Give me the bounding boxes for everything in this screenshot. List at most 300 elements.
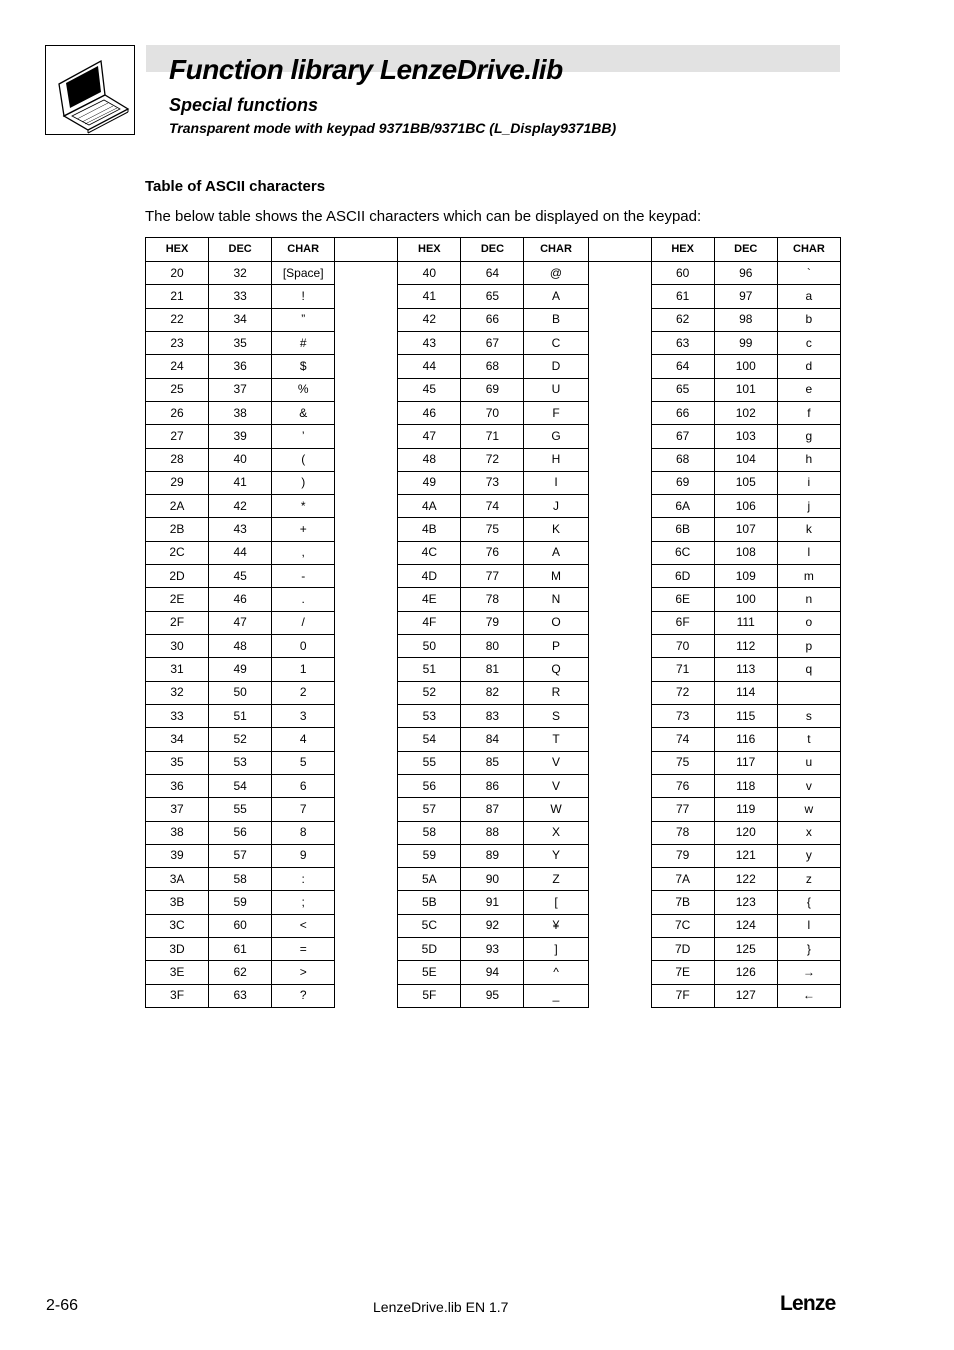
cell-char: 6 bbox=[272, 774, 335, 797]
column-gap bbox=[335, 308, 398, 331]
cell-hex: 5C bbox=[398, 914, 461, 937]
cell-char: I bbox=[524, 471, 588, 494]
column-gap bbox=[588, 285, 651, 308]
cell-char: { bbox=[777, 891, 840, 914]
cell-hex: 60 bbox=[651, 262, 714, 285]
cell-hex: 5E bbox=[398, 961, 461, 984]
cell-char: 4 bbox=[272, 728, 335, 751]
column-gap bbox=[588, 611, 651, 634]
cell-char: v bbox=[777, 774, 840, 797]
column-gap bbox=[588, 984, 651, 1007]
lenze-logo: Lenze bbox=[780, 1292, 836, 1315]
cell-hex: 61 bbox=[651, 285, 714, 308]
column-gap bbox=[588, 425, 651, 448]
column-gap bbox=[588, 891, 651, 914]
cell-char: p bbox=[777, 635, 840, 658]
cell-dec: 120 bbox=[714, 821, 777, 844]
table-row bbox=[146, 704, 841, 727]
cell-hex: 36 bbox=[146, 774, 209, 797]
table-row bbox=[146, 798, 841, 821]
cell-hex: 3A bbox=[146, 868, 209, 891]
cell-char: 5 bbox=[272, 751, 335, 774]
cell-hex: 4F bbox=[398, 611, 461, 634]
cell-dec: 79 bbox=[461, 611, 524, 634]
cell-hex: 34 bbox=[146, 728, 209, 751]
table-row bbox=[146, 728, 841, 751]
cell-hex: 2D bbox=[146, 565, 209, 588]
cell-dec: 127 bbox=[714, 984, 777, 1007]
cell-char: m bbox=[777, 565, 840, 588]
cell-char: W bbox=[524, 798, 588, 821]
column-gap bbox=[588, 914, 651, 937]
cell-dec: 57 bbox=[209, 844, 272, 867]
column-header-dec: DEC bbox=[714, 238, 777, 262]
cell-hex: 6C bbox=[651, 541, 714, 564]
cell-dec: 40 bbox=[209, 448, 272, 471]
cell-char: k bbox=[777, 518, 840, 541]
cell-hex: 6F bbox=[651, 611, 714, 634]
cell-hex: 32 bbox=[146, 681, 209, 704]
cell-dec: 91 bbox=[461, 891, 524, 914]
column-gap bbox=[588, 588, 651, 611]
column-gap bbox=[335, 938, 398, 961]
cell-char: A bbox=[524, 541, 588, 564]
cell-dec: 111 bbox=[714, 611, 777, 634]
cell-char: d bbox=[777, 355, 840, 378]
table-row bbox=[146, 331, 841, 354]
cell-hex: 38 bbox=[146, 821, 209, 844]
cell-dec: 112 bbox=[714, 635, 777, 658]
cell-char: _ bbox=[524, 984, 588, 1007]
cell-dec: 39 bbox=[209, 425, 272, 448]
cell-dec: 123 bbox=[714, 891, 777, 914]
cell-dec: 34 bbox=[209, 308, 272, 331]
cell-dec: 67 bbox=[461, 331, 524, 354]
table-row bbox=[146, 495, 841, 518]
cell-char: > bbox=[272, 961, 335, 984]
cell-dec: 126 bbox=[714, 961, 777, 984]
table-row bbox=[146, 844, 841, 867]
cell-dec: 37 bbox=[209, 378, 272, 401]
cell-hex: 42 bbox=[398, 308, 461, 331]
cell-dec: 85 bbox=[461, 751, 524, 774]
column-gap bbox=[588, 681, 651, 704]
cell-hex: 22 bbox=[146, 308, 209, 331]
column-header-hex: HEX bbox=[398, 238, 461, 262]
cell-char: s bbox=[777, 704, 840, 727]
cell-dec: 71 bbox=[461, 425, 524, 448]
column-header-dec: DEC bbox=[461, 238, 524, 262]
column-gap bbox=[588, 471, 651, 494]
cell-hex: 70 bbox=[651, 635, 714, 658]
cell-char: C bbox=[524, 331, 588, 354]
cell-dec: 48 bbox=[209, 635, 272, 658]
cell-dec: 86 bbox=[461, 774, 524, 797]
cell-dec: 61 bbox=[209, 938, 272, 961]
column-gap bbox=[335, 635, 398, 658]
cell-char: V bbox=[524, 751, 588, 774]
cell-char: l bbox=[777, 541, 840, 564]
table-row bbox=[146, 635, 841, 658]
column-gap bbox=[335, 378, 398, 401]
cell-char: 0 bbox=[272, 635, 335, 658]
cell-dec: 101 bbox=[714, 378, 777, 401]
cell-char: 9 bbox=[272, 844, 335, 867]
cell-char: e bbox=[777, 378, 840, 401]
cell-dec: 104 bbox=[714, 448, 777, 471]
cell-dec: 113 bbox=[714, 658, 777, 681]
column-gap bbox=[335, 355, 398, 378]
column-gap bbox=[335, 704, 398, 727]
cell-char: V bbox=[524, 774, 588, 797]
cell-dec: 68 bbox=[461, 355, 524, 378]
column-gap bbox=[335, 448, 398, 471]
cell-char: S bbox=[524, 704, 588, 727]
cell-dec: 77 bbox=[461, 565, 524, 588]
cell-char: F bbox=[524, 401, 588, 424]
cell-char: f bbox=[777, 401, 840, 424]
cell-hex: 30 bbox=[146, 635, 209, 658]
cell-char: ` bbox=[777, 262, 840, 285]
cell-dec: 78 bbox=[461, 588, 524, 611]
cell-hex: 6E bbox=[651, 588, 714, 611]
cell-hex: 62 bbox=[651, 308, 714, 331]
table-row bbox=[146, 868, 841, 891]
table-row bbox=[146, 961, 841, 984]
cell-char: O bbox=[524, 611, 588, 634]
column-gap bbox=[588, 658, 651, 681]
table-row bbox=[146, 751, 841, 774]
page-number: 2-66 bbox=[46, 1297, 79, 1314]
cell-char: < bbox=[272, 914, 335, 937]
cell-dec: 96 bbox=[714, 262, 777, 285]
column-gap bbox=[588, 378, 651, 401]
table-row bbox=[146, 914, 841, 937]
cell-char: J bbox=[524, 495, 588, 518]
column-gap bbox=[335, 751, 398, 774]
cell-hex: 27 bbox=[146, 425, 209, 448]
cell-dec: 87 bbox=[461, 798, 524, 821]
cell-char: h bbox=[777, 448, 840, 471]
cell-char: Y bbox=[524, 844, 588, 867]
table-row bbox=[146, 611, 841, 634]
column-gap bbox=[335, 401, 398, 424]
cell-char: 8 bbox=[272, 821, 335, 844]
cell-char: $ bbox=[272, 355, 335, 378]
table-row bbox=[146, 984, 841, 1007]
cell-char: x bbox=[777, 821, 840, 844]
cell-hex: 75 bbox=[651, 751, 714, 774]
cell-dec: 54 bbox=[209, 774, 272, 797]
cell-char: 2 bbox=[272, 681, 335, 704]
cell-dec: 103 bbox=[714, 425, 777, 448]
column-gap bbox=[335, 238, 398, 262]
column-gap bbox=[588, 774, 651, 797]
cell-hex: 73 bbox=[651, 704, 714, 727]
cell-dec: 65 bbox=[461, 285, 524, 308]
cell-char: T bbox=[524, 728, 588, 751]
cell-char: z bbox=[777, 868, 840, 891]
cell-dec: 109 bbox=[714, 565, 777, 588]
cell-hex: 23 bbox=[146, 331, 209, 354]
column-gap bbox=[335, 681, 398, 704]
table-row bbox=[146, 355, 841, 378]
cell-hex: 25 bbox=[146, 378, 209, 401]
cell-hex: 63 bbox=[651, 331, 714, 354]
cell-char: = bbox=[272, 938, 335, 961]
cell-hex: 35 bbox=[146, 751, 209, 774]
cell-hex: 37 bbox=[146, 798, 209, 821]
section-subtitle: Special functions bbox=[169, 95, 319, 115]
cell-char: A bbox=[524, 285, 588, 308]
cell-dec: 69 bbox=[461, 378, 524, 401]
column-gap bbox=[335, 844, 398, 867]
column-gap bbox=[335, 611, 398, 634]
cell-char: ! bbox=[272, 285, 335, 308]
cell-dec: 84 bbox=[461, 728, 524, 751]
column-gap bbox=[588, 961, 651, 984]
cell-hex: 2B bbox=[146, 518, 209, 541]
cell-char: a bbox=[777, 285, 840, 308]
cell-hex: 48 bbox=[398, 448, 461, 471]
cell-dec: 82 bbox=[461, 681, 524, 704]
cell-char: ← bbox=[777, 984, 840, 1007]
cell-dec: 42 bbox=[209, 495, 272, 518]
column-gap bbox=[335, 961, 398, 984]
column-gap bbox=[335, 565, 398, 588]
cell-char: y bbox=[777, 844, 840, 867]
cell-hex: 28 bbox=[146, 448, 209, 471]
cell-dec: 102 bbox=[714, 401, 777, 424]
cell-dec: 70 bbox=[461, 401, 524, 424]
cell-hex: 68 bbox=[651, 448, 714, 471]
cell-char: ’ bbox=[272, 425, 335, 448]
cell-hex: 52 bbox=[398, 681, 461, 704]
cell-dec: 41 bbox=[209, 471, 272, 494]
cell-char: . bbox=[272, 588, 335, 611]
cell-hex: 6B bbox=[651, 518, 714, 541]
cell-dec: 66 bbox=[461, 308, 524, 331]
cell-dec: 107 bbox=[714, 518, 777, 541]
cell-dec: 47 bbox=[209, 611, 272, 634]
cell-dec: 76 bbox=[461, 541, 524, 564]
cell-dec: 50 bbox=[209, 681, 272, 704]
cell-char: 7 bbox=[272, 798, 335, 821]
intro-text: The below table shows the ASCII characters which can be displayed on the keypad: bbox=[145, 208, 702, 225]
cell-hex: 5F bbox=[398, 984, 461, 1007]
cell-dec: 32 bbox=[209, 262, 272, 285]
cell-char: n bbox=[777, 588, 840, 611]
cell-dec: 74 bbox=[461, 495, 524, 518]
column-header-char: CHAR bbox=[272, 238, 335, 262]
cell-hex: 74 bbox=[651, 728, 714, 751]
table-row bbox=[146, 541, 841, 564]
cell-dec: 105 bbox=[714, 471, 777, 494]
cell-hex: 4D bbox=[398, 565, 461, 588]
cell-hex: 78 bbox=[651, 821, 714, 844]
cell-hex: 44 bbox=[398, 355, 461, 378]
cell-dec: 99 bbox=[714, 331, 777, 354]
column-gap bbox=[335, 868, 398, 891]
table-row bbox=[146, 938, 841, 961]
cell-hex: 77 bbox=[651, 798, 714, 821]
table-row bbox=[146, 774, 841, 797]
cell-hex: 72 bbox=[651, 681, 714, 704]
column-gap bbox=[335, 728, 398, 751]
cell-char: ) bbox=[272, 471, 335, 494]
column-header-dec: DEC bbox=[209, 238, 272, 262]
cell-char: w bbox=[777, 798, 840, 821]
cell-char: P bbox=[524, 635, 588, 658]
cell-dec: 64 bbox=[461, 262, 524, 285]
cell-dec: 43 bbox=[209, 518, 272, 541]
column-gap bbox=[588, 938, 651, 961]
cell-char: + bbox=[272, 518, 335, 541]
cell-dec: 115 bbox=[714, 704, 777, 727]
cell-dec: 98 bbox=[714, 308, 777, 331]
cell-hex: 58 bbox=[398, 821, 461, 844]
cell-char: t bbox=[777, 728, 840, 751]
cell-hex: 2E bbox=[146, 588, 209, 611]
cell-char: R bbox=[524, 681, 588, 704]
cell-char: % bbox=[272, 378, 335, 401]
cell-hex: 51 bbox=[398, 658, 461, 681]
cell-dec: 81 bbox=[461, 658, 524, 681]
cell-char: u bbox=[777, 751, 840, 774]
cell-dec: 80 bbox=[461, 635, 524, 658]
column-header-hex: HEX bbox=[651, 238, 714, 262]
column-gap bbox=[588, 751, 651, 774]
cell-dec: 108 bbox=[714, 541, 777, 564]
column-gap bbox=[335, 588, 398, 611]
table-row bbox=[146, 448, 841, 471]
cell-hex: 3D bbox=[146, 938, 209, 961]
cell-hex: 2C bbox=[146, 541, 209, 564]
cell-hex: 49 bbox=[398, 471, 461, 494]
column-gap bbox=[588, 308, 651, 331]
table-row bbox=[146, 285, 841, 308]
cell-char: 1 bbox=[272, 658, 335, 681]
cell-dec: 117 bbox=[714, 751, 777, 774]
cell-char: D bbox=[524, 355, 588, 378]
column-gap bbox=[335, 821, 398, 844]
cell-hex: 40 bbox=[398, 262, 461, 285]
column-gap bbox=[588, 821, 651, 844]
cell-dec: 33 bbox=[209, 285, 272, 308]
cell-char: G bbox=[524, 425, 588, 448]
table-row bbox=[146, 658, 841, 681]
cell-dec: 53 bbox=[209, 751, 272, 774]
cell-hex: 45 bbox=[398, 378, 461, 401]
topic-subtitle: Transparent mode with keypad 9371BB/9371BC (L_Display9371BB) bbox=[169, 120, 617, 136]
cell-dec: 100 bbox=[714, 355, 777, 378]
cell-dec: 60 bbox=[209, 914, 272, 937]
cell-dec: 59 bbox=[209, 891, 272, 914]
cell-char: N bbox=[524, 588, 588, 611]
cell-char: : bbox=[272, 868, 335, 891]
cell-hex: 54 bbox=[398, 728, 461, 751]
cell-hex: 7E bbox=[651, 961, 714, 984]
column-gap bbox=[588, 331, 651, 354]
column-gap bbox=[335, 541, 398, 564]
ascii-table bbox=[145, 237, 841, 1008]
cell-hex: 71 bbox=[651, 658, 714, 681]
column-gap bbox=[588, 541, 651, 564]
cell-dec: 94 bbox=[461, 961, 524, 984]
cell-dec: 116 bbox=[714, 728, 777, 751]
cell-hex: 57 bbox=[398, 798, 461, 821]
cell-dec: 122 bbox=[714, 868, 777, 891]
cell-hex: 59 bbox=[398, 844, 461, 867]
cell-char: ? bbox=[272, 984, 335, 1007]
column-gap bbox=[588, 448, 651, 471]
cell-char: → bbox=[777, 961, 840, 984]
cell-dec: 35 bbox=[209, 331, 272, 354]
cell-hex: 26 bbox=[146, 401, 209, 424]
cell-hex: 3F bbox=[146, 984, 209, 1007]
column-gap bbox=[335, 425, 398, 448]
column-gap bbox=[588, 728, 651, 751]
cell-char: [ bbox=[524, 891, 588, 914]
table-heading: Table of ASCII characters bbox=[145, 178, 326, 195]
cell-hex: 39 bbox=[146, 844, 209, 867]
cell-char: q bbox=[777, 658, 840, 681]
cell-hex: 41 bbox=[398, 285, 461, 308]
cell-hex: 5A bbox=[398, 868, 461, 891]
cell-dec: 36 bbox=[209, 355, 272, 378]
cell-dec: 73 bbox=[461, 471, 524, 494]
column-gap bbox=[588, 635, 651, 658]
cell-char: 3 bbox=[272, 704, 335, 727]
table-row bbox=[146, 681, 841, 704]
cell-char: b bbox=[777, 308, 840, 331]
cell-hex: 64 bbox=[651, 355, 714, 378]
cell-dec: 51 bbox=[209, 704, 272, 727]
cell-char: g bbox=[777, 425, 840, 448]
cell-dec: 56 bbox=[209, 821, 272, 844]
cell-char: @ bbox=[524, 262, 588, 285]
column-gap bbox=[335, 984, 398, 1007]
cell-hex: 50 bbox=[398, 635, 461, 658]
cell-hex: 65 bbox=[651, 378, 714, 401]
cell-dec: 88 bbox=[461, 821, 524, 844]
cell-hex: 7C bbox=[651, 914, 714, 937]
cell-hex: 6D bbox=[651, 565, 714, 588]
column-gap bbox=[335, 262, 398, 285]
cell-dec: 58 bbox=[209, 868, 272, 891]
cell-char: [Space] bbox=[272, 262, 335, 285]
table-row bbox=[146, 378, 841, 401]
table-row bbox=[146, 262, 841, 285]
cell-char: ^ bbox=[524, 961, 588, 984]
cell-dec: 45 bbox=[209, 565, 272, 588]
cell-dec: 72 bbox=[461, 448, 524, 471]
cell-hex: 69 bbox=[651, 471, 714, 494]
cell-hex: 43 bbox=[398, 331, 461, 354]
cell-hex: 5B bbox=[398, 891, 461, 914]
cell-char: ( bbox=[272, 448, 335, 471]
document-version: LenzeDrive.lib EN 1.7 bbox=[373, 1299, 509, 1315]
cell-dec: 38 bbox=[209, 401, 272, 424]
column-gap bbox=[335, 891, 398, 914]
cell-hex: 55 bbox=[398, 751, 461, 774]
cell-char: i bbox=[777, 471, 840, 494]
column-header-hex: HEX bbox=[146, 238, 209, 262]
cell-hex: 7B bbox=[651, 891, 714, 914]
cell-hex: 4C bbox=[398, 541, 461, 564]
cell-dec: 125 bbox=[714, 938, 777, 961]
cell-dec: 100 bbox=[714, 588, 777, 611]
